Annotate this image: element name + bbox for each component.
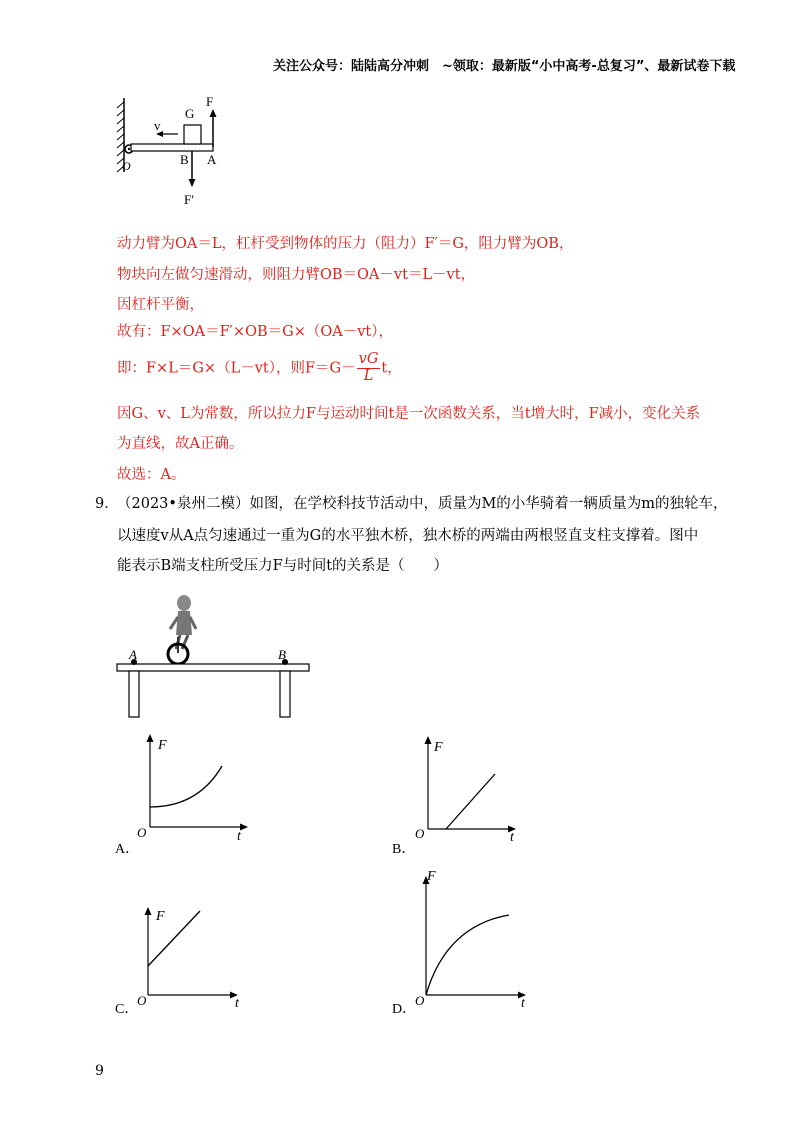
option-c-label[interactable]: C． <box>115 1002 139 1017</box>
option-c-x-label: t <box>235 996 239 1011</box>
page-header: 关注公众号：陆陆高分冲刺 ~领取：最新版“小中高考-总复习”、最新试卷下载 <box>273 59 736 74</box>
solution-line-5 <box>117 352 402 385</box>
solution-line-8: 故选：A。 <box>117 467 186 483</box>
option-a-origin: O <box>137 825 147 840</box>
option-a-y-label: F <box>158 738 167 753</box>
question-line-1: （2023•泉州二模）如图，在学校科技节活动中，质量为M的小华骑着一辆质量为m的独轮车， <box>117 496 728 512</box>
solution-line-1: 动力臂为OA＝L，杠杆受到物体的压力（阻力）F′＝G，阻力臂为OB， <box>117 236 574 252</box>
option-d-label[interactable]: D． <box>392 1002 417 1017</box>
bridge-figure <box>112 585 317 723</box>
option-b-label[interactable]: B． <box>392 842 416 857</box>
label-f-prime: F′ <box>184 192 195 207</box>
fraction-denominator: L <box>363 367 374 384</box>
formula-prefix: 即：F×L＝G×（L－vt），则F＝G－ <box>117 360 356 377</box>
solution-line-6: 因G、v、L为常数，所以拉力F与运动时间t是一次函数关系，当t增大时，F减小，变化关系 <box>117 406 701 422</box>
solution-line-4: 故有：F×OA＝F′×OB＝G×（OA－vt）， <box>117 324 393 340</box>
fraction-vg-over-l <box>357 352 381 385</box>
solution-line-2: 物块向左做匀速滑动，则阻力臂OB＝OA－vt＝L－vt， <box>117 267 476 283</box>
label-f: F <box>206 94 214 109</box>
question-line-3: 能表示B端支柱所受压力F与时间t的关系是（ ） <box>117 558 449 574</box>
option-d-x-label: t <box>521 996 525 1011</box>
option-c-y-label: F <box>156 909 165 924</box>
solution-line-7: 为直线，故A正确。 <box>117 436 244 452</box>
option-d-origin: O <box>415 993 425 1008</box>
formula-suffix: t， <box>381 360 402 377</box>
option-a-label[interactable]: A． <box>115 842 140 857</box>
label-o: O <box>122 159 131 173</box>
label-a: A <box>207 152 217 167</box>
option-a-graph <box>128 730 258 844</box>
option-b-graph <box>406 730 536 845</box>
label-b: B <box>180 152 189 167</box>
fraction-numerator: vG <box>358 351 379 367</box>
option-d-graph <box>406 868 536 1011</box>
option-a-x-label: t <box>237 829 241 844</box>
option-b-x-label: t <box>510 830 514 845</box>
question-line-2: 以速度v从A点匀速通过一重为G的水平独木桥，独木桥的两端由两根竖直支柱支撑着。图中 <box>117 528 699 544</box>
label-g: G <box>185 106 195 121</box>
unicycle-rider <box>168 595 196 664</box>
bridge-label-a: A <box>129 647 137 662</box>
question-number: 9． <box>95 496 119 512</box>
option-c-graph <box>128 900 258 1011</box>
page-number: 9 <box>95 1063 104 1079</box>
option-b-y-label: F <box>434 740 443 755</box>
bridge-label-b: B <box>278 647 286 662</box>
label-v: v <box>154 118 161 133</box>
option-c-origin: O <box>137 993 147 1008</box>
option-b-origin: O <box>415 826 425 841</box>
lever-figure <box>110 92 230 210</box>
solution-line-3: 因杠杆平衡， <box>117 297 204 313</box>
option-d-y-label: F <box>427 869 436 884</box>
